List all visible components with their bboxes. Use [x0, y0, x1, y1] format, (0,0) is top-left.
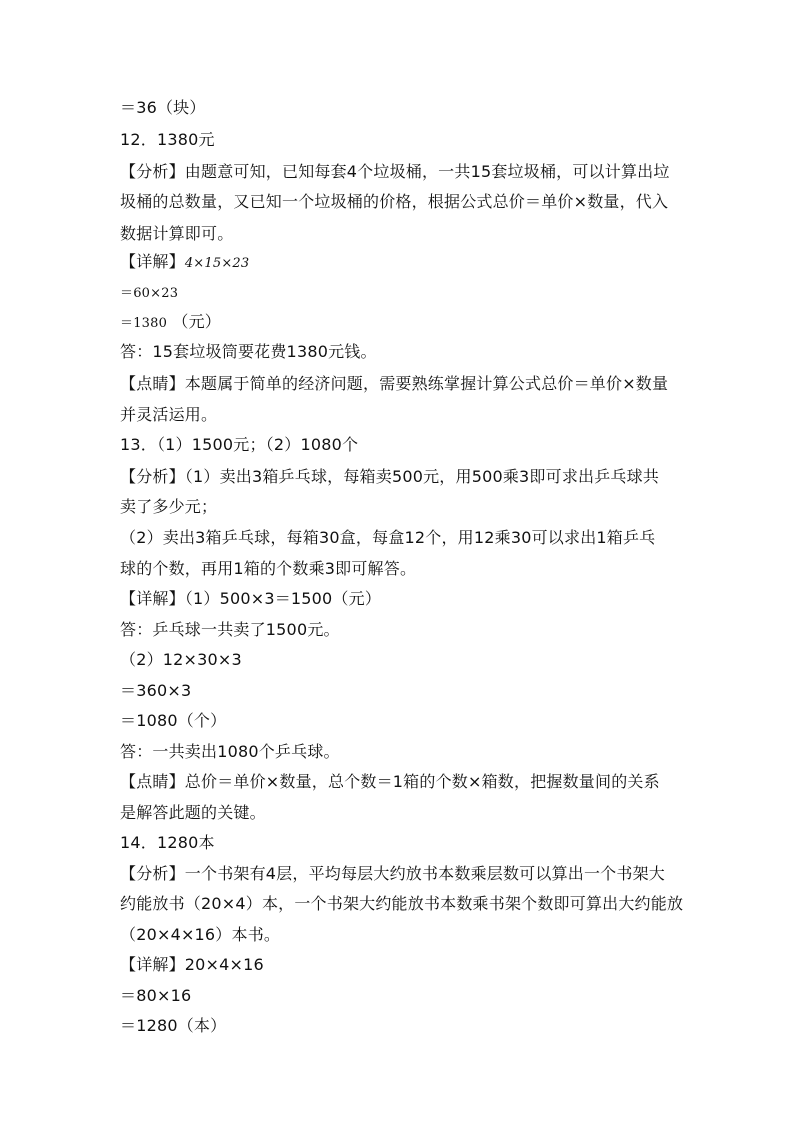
math-unit: （元）: [172, 312, 221, 331]
text-line: 【点睛】总价＝单价×数量，总个数＝1箱的个数×箱数，把握数量间的关系: [120, 772, 660, 791]
text-line: 圾桶的总数量，又已知一个垃圾桶的价格，根据公式总价＝单价×数量，代入: [120, 192, 669, 211]
text-line: 答：15套垃圾筒要花费1380元钱。: [120, 342, 377, 361]
text-line: 14．1280本: [120, 833, 215, 852]
text-line: 13．（1）1500元；（2）1080个: [120, 435, 359, 454]
text-line: 是解答此题的关键。: [120, 803, 266, 822]
text-line: 【分析】一个书架有4层，平均每层大约放书本数乘层数可以算出一个书架大: [120, 864, 665, 883]
text-line: [120, 282, 700, 304]
math-expression: ＝1380: [120, 316, 168, 331]
text-line: ＝80×16: [120, 986, 192, 1005]
text-line: 约能放书（20×4）本，一个书架大约能放书本数乘书架个数即可算出大约能放: [120, 894, 684, 913]
text-line: 【详解】20×4×16: [120, 955, 264, 974]
text-line: [120, 312, 700, 334]
math-expression: 4×15×23: [184, 256, 250, 271]
text-line: 【点睛】本题属于简单的经济问题，需要熟练掌握计算公式总价＝单价×数量: [120, 374, 669, 393]
text-line: （20×4×16）本书。: [120, 925, 281, 944]
text-line: ＝1280（本）: [120, 1016, 227, 1035]
text-line: 数据计算即可。: [120, 224, 234, 243]
text-line: （2）卖出3箱乒乓球，每箱30盒，每盒12个，用12乘30可以求出1箱乒乓: [120, 528, 656, 547]
text-line: 并灵活运用。: [120, 405, 218, 424]
text-line: 答：乒乓球一共卖了1500元。: [120, 620, 340, 639]
text-line: ＝360×3: [120, 681, 192, 700]
text-line: 【详解】（1）500×3＝1500（元）: [120, 589, 382, 608]
text-line: 【分析】由题意可知，已知每套4个垃圾桶，一共15套垃圾桶，可以计算出垃: [120, 162, 670, 181]
text-line: [120, 252, 700, 274]
text-line: 12．1380元: [120, 130, 215, 149]
text-line: 球的个数，再用1箱的个数乘3即可解答。: [120, 559, 417, 578]
text-line: （2）12×30×3: [120, 650, 242, 669]
text-line: 卖了多少元；: [120, 497, 218, 516]
text-line: ＝1080（个）: [120, 711, 227, 730]
text-line: 【分析】（1）卖出3箱乒乓球，每箱卖500元，用500乘3即可求出乒乓球共: [120, 467, 660, 486]
math-expression: ＝60×23: [120, 286, 179, 301]
text-line: 答：一共卖出1080个乒乓球。: [120, 742, 340, 761]
detail-label: 【详解】: [120, 252, 185, 271]
text-line: ＝36（块）: [120, 98, 206, 117]
